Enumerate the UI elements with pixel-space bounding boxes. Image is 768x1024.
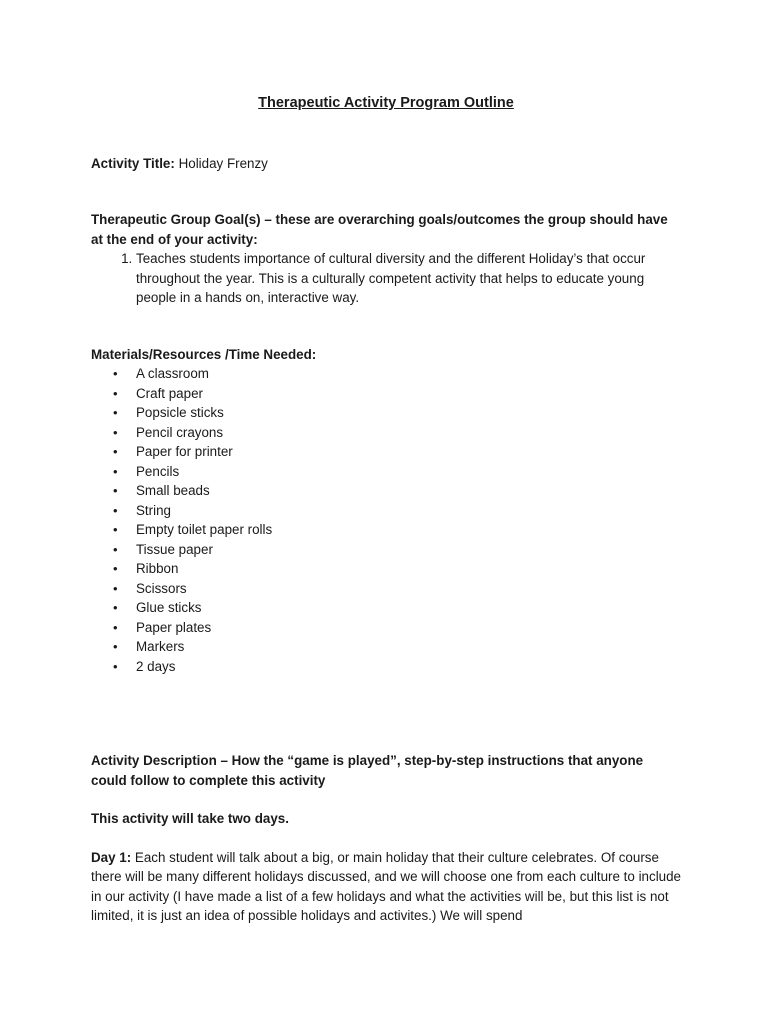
materials-item: • Glue sticks xyxy=(136,598,681,618)
bullet-icon: • xyxy=(113,619,118,635)
materials-item: • Empty toilet paper rolls xyxy=(136,520,681,540)
materials-item: • Small beads xyxy=(136,481,681,501)
bullet-icon: • xyxy=(113,424,118,440)
materials-heading: Materials/Resources /Time Needed: xyxy=(91,346,317,362)
goals-list xyxy=(91,249,681,308)
bullet-icon: • xyxy=(113,600,118,615)
materials-item: • Scissors xyxy=(136,579,681,599)
bullet-icon: • xyxy=(113,658,118,674)
bullet-icon: • xyxy=(113,541,118,557)
goal-heading: Therapeutic Group Goal(s) – these are overarching goals/outcomes the group should have at the end of your activity: xyxy=(91,212,668,247)
day1-text: Each student will talk about a big, or main holiday that their culture celebrates. Of course there will be many different holidays discussed, and we will choose one from each culture to include in our activity (I have made a list of a few holidays and what the activities will be, but this list is not limited, it is just an idea of possible holidays and activites.) We will spend xyxy=(91,849,682,923)
bullet-icon: • xyxy=(113,580,118,596)
bullet-icon: • xyxy=(113,561,118,576)
materials-item: • Markers xyxy=(136,637,681,657)
goal-item: 1. Teaches students importance of cultural diversity and the different Holiday’s that occur throughout the year. This is a culturally competent activity that helps to educate young people in a hands on, interactive way. xyxy=(136,249,681,308)
materials-item: • Paper plates xyxy=(136,618,681,638)
day1-paragraph xyxy=(91,848,681,926)
bullet-icon: • xyxy=(113,385,118,401)
materials-item: • A classroom xyxy=(136,364,681,384)
materials-item: • Ribbon xyxy=(136,559,681,579)
bullet-icon: • xyxy=(113,444,118,459)
materials-item: • Paper for printer xyxy=(136,442,681,462)
bullet-icon: • xyxy=(113,366,118,381)
bullet-icon: • xyxy=(113,639,118,654)
bullet-icon: • xyxy=(113,483,118,498)
materials-item: • Popsicle sticks xyxy=(136,403,681,423)
bullet-icon: • xyxy=(113,522,118,537)
activity-title-value: Holiday Frenzy xyxy=(178,155,268,171)
description-heading: Activity Description – How the “game is played”, step-by-step instructions that anyone could follow to complete this activity xyxy=(91,753,644,788)
materials-list xyxy=(91,364,681,676)
materials-item: • Pencils xyxy=(136,462,681,482)
materials-item: • Tissue paper xyxy=(136,540,681,560)
bullet-icon: • xyxy=(113,405,118,420)
materials-item: • String xyxy=(136,501,681,521)
bullet-icon: • xyxy=(113,502,118,518)
bullet-icon: • xyxy=(113,463,118,479)
materials-item: • Craft paper xyxy=(136,384,681,404)
document-title: Therapeutic Activity Program Outline xyxy=(258,95,514,111)
materials-item: • Pencil crayons xyxy=(136,423,681,443)
document-body xyxy=(91,94,681,926)
activity-title-label: Activity Title: xyxy=(91,155,175,171)
materials-item: • 2 days xyxy=(136,657,681,677)
duration-note: This activity will take two days. xyxy=(91,811,289,826)
day1-label: Day 1: xyxy=(91,849,132,865)
activity-title-line xyxy=(91,154,681,174)
